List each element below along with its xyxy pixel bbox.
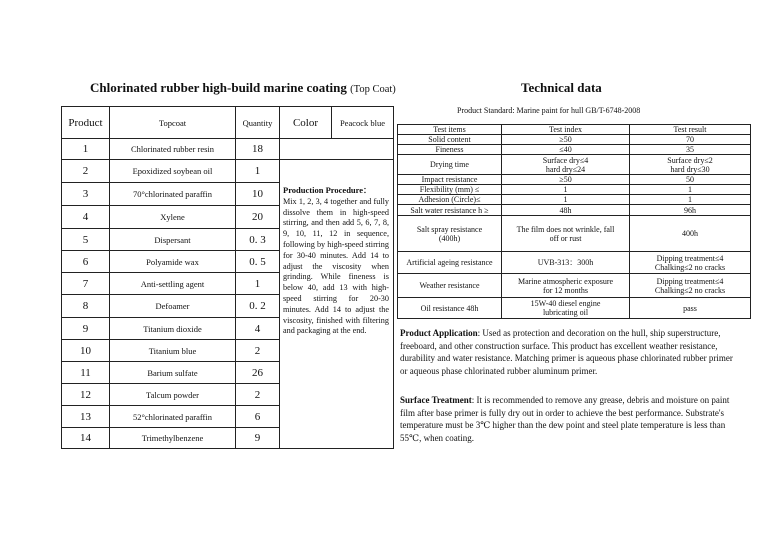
product-standard: Product Standard: Marine paint for hull GB/T-6748-2008 — [457, 106, 641, 115]
test-item-line: Salt spray resistance — [416, 224, 483, 234]
test-result-line: 1 — [688, 185, 692, 194]
ingredient-quantity: 9 — [236, 428, 280, 449]
test-index-line: Marine atmospheric exposure — [517, 276, 614, 286]
test-result — [630, 252, 751, 274]
tech-header-result: Test result — [630, 125, 751, 135]
test-item-line: Solid content — [428, 135, 471, 144]
test-index — [502, 205, 630, 216]
test-result-line: Surface dry≤2 — [667, 155, 713, 165]
ingredient-name: Xylene — [110, 206, 236, 229]
production-procedure — [280, 160, 394, 449]
test-index — [502, 155, 630, 175]
header-color: Color — [280, 107, 332, 139]
treatment-text: : It is recommended to remove any grease, debris and moisture on paint film after base primer is fully dry out in order to achieve the best performance. Substrate's temperature must be 3℃ higher than the dew point and steel plate temperature is less than 55℃, when coating. — [400, 395, 730, 443]
test-result-line: 50 — [686, 175, 694, 184]
test-index — [502, 135, 630, 145]
test-result-line: 96h — [684, 205, 696, 215]
product-number: 7 — [62, 273, 110, 295]
ingredient-quantity: 0. 3 — [236, 229, 280, 251]
test-index-line: The film does not wrinkle, fall — [516, 224, 615, 234]
test-index-line: 15W-40 diesel engine — [530, 299, 601, 308]
formula-title-main: Chlorinated rubber high-build marine coating — [90, 80, 347, 95]
test-result — [630, 135, 751, 145]
test-item-line: Drying time — [430, 160, 469, 169]
test-result — [630, 155, 751, 175]
ingredient-quantity: 0. 5 — [236, 251, 280, 273]
product-number: 9 — [62, 318, 110, 340]
test-item-line: Adhesion (Circle)≤ — [418, 195, 481, 204]
test-item-line: Flexibility (mm) ≤ — [419, 185, 480, 194]
ingredient-name: Chlorinated rubber resin — [110, 139, 236, 160]
tech-row — [398, 274, 751, 298]
header-topcoat: Topcoat — [110, 107, 236, 139]
tech-row — [398, 185, 751, 195]
test-item-line: Artificial ageing resistance — [406, 258, 493, 267]
ingredient-name: Defoamer — [110, 295, 236, 318]
procedure-title: Production Procedure： — [283, 185, 372, 195]
test-item — [398, 274, 502, 298]
ingredient-quantity: 4 — [236, 318, 280, 340]
header-product: Product — [62, 107, 110, 139]
tech-row — [398, 175, 751, 185]
ingredient-name: 52°chlorinated paraffin — [110, 406, 236, 428]
formula-row — [62, 160, 394, 183]
test-index-line: hard dry≤24 — [545, 164, 586, 174]
test-index-line: Surface dry≤4 — [542, 155, 589, 165]
test-index — [502, 175, 630, 185]
ingredient-quantity: 20 — [236, 206, 280, 229]
ingredient-name: Talcum powder — [110, 384, 236, 406]
ingredient-name: Dispersant — [110, 229, 236, 251]
test-result — [630, 185, 751, 195]
color-spacer — [280, 139, 394, 160]
product-number: 12 — [62, 384, 110, 406]
test-result-line: 1 — [688, 195, 692, 204]
test-result-line: Dipping treatment≤4 — [656, 253, 724, 263]
test-index — [502, 274, 630, 298]
tech-header-index: Test index — [502, 125, 630, 135]
test-index-line: ≥50 — [559, 135, 572, 144]
ingredient-quantity: 0. 2 — [236, 295, 280, 318]
product-number: 13 — [62, 406, 110, 428]
ingredient-name: Trimethylbenzene — [110, 428, 236, 449]
test-result — [630, 216, 751, 252]
test-result — [630, 145, 751, 155]
ingredient-quantity: 2 — [236, 340, 280, 362]
test-result-line: pass — [683, 303, 697, 313]
test-item-line: Salt water resistance h ≥ — [410, 205, 489, 215]
formula-table — [61, 106, 394, 449]
ingredient-quantity: 10 — [236, 183, 280, 206]
ingredient-quantity: 6 — [236, 406, 280, 428]
ingredient-name: Titanium blue — [110, 340, 236, 362]
formula-row — [62, 139, 394, 160]
test-index — [502, 216, 630, 252]
tech-row — [398, 195, 751, 205]
product-number: 14 — [62, 428, 110, 449]
test-item — [398, 135, 502, 145]
tech-row — [398, 298, 751, 319]
tech-row — [398, 135, 751, 145]
test-item-line: (400h) — [438, 233, 461, 243]
product-number: 1 — [62, 139, 110, 160]
ingredient-name: Barium sulfate — [110, 362, 236, 384]
treatment-label: Surface Treatment — [400, 395, 472, 405]
ingredient-quantity: 1 — [236, 273, 280, 295]
test-result — [630, 205, 751, 216]
product-number: 11 — [62, 362, 110, 384]
ingredient-quantity: 18 — [236, 139, 280, 160]
test-item — [398, 195, 502, 205]
test-index-line: UVB-313：300h — [537, 258, 594, 267]
test-index-line: 48h — [559, 205, 572, 215]
test-item — [398, 185, 502, 195]
test-index-line: off or rust — [549, 233, 582, 243]
procedure-text: Mix 1, 2, 3, 4 together and fully dissolve them in high-speed stirring, and then add 5, 6, 7, 8, 9, 10, 11, 12 in sequence, following by high-speed stirring for 30-40 minutes. Add 14 to adjust the viscosity when grinding. While fineness is below 40, add 13 with high-speed stirring for 20-30 minutes. Add 14 to adjust the viscosity, finished with filtering and packaging at the end. — [283, 196, 389, 336]
test-result — [630, 298, 751, 319]
test-result-line: Chalking≤2 no cracks — [654, 262, 726, 272]
product-number: 3 — [62, 183, 110, 206]
test-item — [398, 145, 502, 155]
test-result-line: Dipping treatment≤4 — [656, 276, 724, 286]
test-index — [502, 195, 630, 205]
application-label: Product Application — [400, 328, 478, 338]
ingredient-quantity: 2 — [236, 384, 280, 406]
product-number: 10 — [62, 340, 110, 362]
product-number: 4 — [62, 206, 110, 229]
test-index-line: ≤40 — [559, 145, 572, 154]
formula-title — [90, 80, 396, 96]
test-index-line: lubricating oil — [542, 308, 589, 317]
test-result — [630, 274, 751, 298]
tech-title: Technical data — [521, 80, 602, 95]
test-result-line: Chalking≤2 no cracks — [654, 285, 726, 295]
tech-header-row — [398, 125, 751, 135]
application-text: : Used as protection and decoration on the hull, ship superstructure, freeboard, and other construction surface. This product has excellent weather resistance, durability and water resistance. Matching primer is aqueous phase chlorinated rubber primer or aqueous phase chlorinated rubber aluminum primer. — [400, 328, 733, 376]
header-quantity: Quantity — [236, 107, 280, 139]
product-number: 8 — [62, 295, 110, 318]
test-result-line: 70 — [686, 135, 694, 144]
test-result — [630, 175, 751, 185]
ingredient-quantity: 26 — [236, 362, 280, 384]
test-item-line: Impact resistance — [421, 175, 478, 184]
ingredient-name: Polyamide wax — [110, 251, 236, 273]
formula-title-sub: (Top Coat) — [350, 84, 396, 95]
product-number: 2 — [62, 160, 110, 183]
test-item-line: Fineness — [435, 145, 464, 154]
product-number: 5 — [62, 229, 110, 251]
test-index-line: for 12 months — [543, 285, 588, 295]
test-item — [398, 155, 502, 175]
header-color-value: Peacock blue — [332, 107, 394, 139]
ingredient-name: 70°chlorinated paraffin — [110, 183, 236, 206]
surface-treatment — [400, 394, 742, 444]
test-result-line: 400h — [682, 229, 698, 238]
tech-header-items: Test items — [398, 125, 502, 135]
test-result-line: hard dry≤30 — [670, 164, 710, 174]
tech-row — [398, 252, 751, 274]
ingredient-quantity: 1 — [236, 160, 280, 183]
test-result-line: 35 — [686, 145, 694, 154]
test-item — [398, 205, 502, 216]
test-item — [398, 216, 502, 252]
test-item — [398, 252, 502, 274]
tech-row — [398, 155, 751, 175]
tech-table — [397, 124, 751, 319]
tech-row — [398, 145, 751, 155]
test-index-line: ≥50 — [559, 175, 572, 184]
test-index — [502, 145, 630, 155]
test-index-line: 1 — [563, 195, 568, 204]
product-application — [400, 327, 742, 377]
test-result — [630, 195, 751, 205]
test-index-line: 1 — [563, 185, 568, 194]
test-item — [398, 298, 502, 319]
test-item-line: Oil resistance 48h — [420, 303, 479, 313]
test-index — [502, 252, 630, 274]
product-number: 6 — [62, 251, 110, 273]
test-index — [502, 185, 630, 195]
ingredient-name: Titanium dioxide — [110, 318, 236, 340]
ingredient-name: Epoxidized soybean oil — [110, 160, 236, 183]
test-index — [502, 298, 630, 319]
test-item-line: Weather resistance — [419, 281, 480, 290]
ingredient-name: Anti-settling agent — [110, 273, 236, 295]
formula-header-row — [62, 107, 394, 139]
tech-row — [398, 216, 751, 252]
test-item — [398, 175, 502, 185]
tech-row — [398, 205, 751, 216]
